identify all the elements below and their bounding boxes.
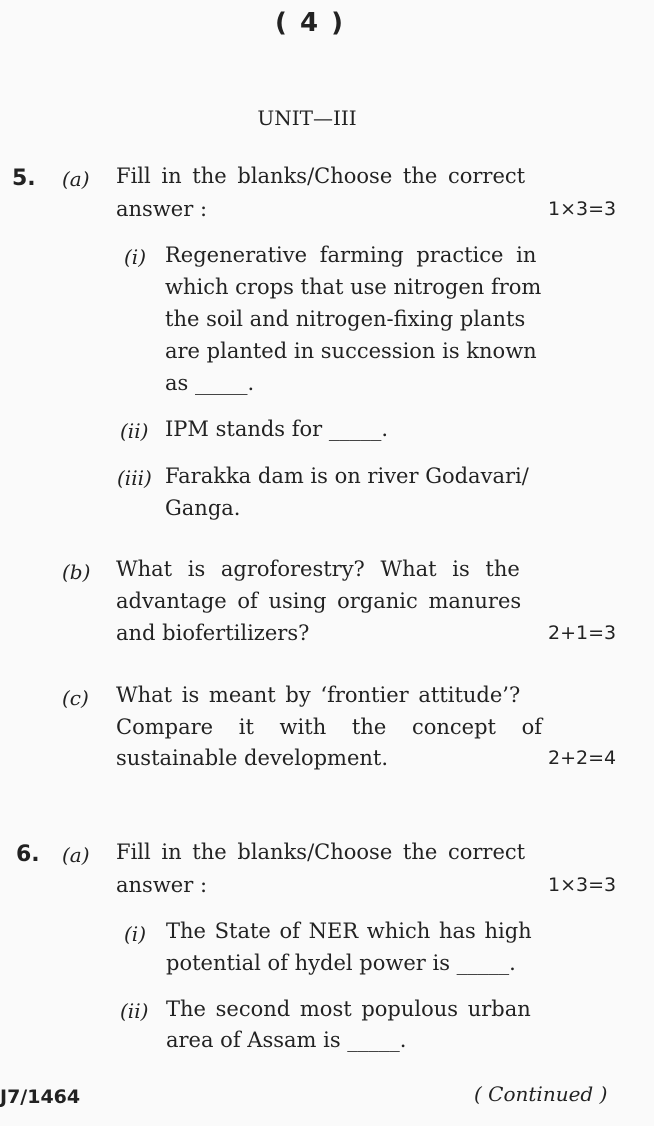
- q5b-line3: and biofertilizers?: [116, 621, 310, 645]
- q6a-text-line2: answer :: [116, 873, 208, 897]
- q5a-i-line3: the soil and nitrogen-fixing plants: [165, 307, 526, 331]
- q6a-label: (a): [62, 843, 90, 867]
- q5c-label: (c): [62, 686, 89, 710]
- page-number: ( 4 ): [275, 8, 345, 38]
- unit-title: UNIT—III: [257, 106, 357, 130]
- q5a-text-line1: Fill in the blanks/Choose the correct: [116, 164, 526, 188]
- q6a-ii-line2: area of Assam is _____.: [166, 1028, 407, 1052]
- paper-code: J7/1464: [0, 1086, 81, 1108]
- q5a-i-line1: Regenerative farming practice in: [165, 243, 537, 267]
- q6a-i-line2: potential of hydel power is _____.: [166, 951, 516, 975]
- q5a-text-line2: answer :: [116, 197, 208, 221]
- q5a-i-line2: which crops that use nitrogen from: [165, 275, 542, 299]
- q5a-i-line4: are planted in succession is known: [165, 339, 537, 363]
- q6a-ii-label: (ii): [120, 999, 149, 1023]
- q5a-iii-line1: Farakka dam is on river Godavari/: [165, 464, 529, 488]
- question-6-number: 6.: [16, 842, 40, 867]
- q5a-iii-line2: Ganga.: [165, 496, 241, 520]
- q5a-label: (a): [62, 167, 90, 191]
- q5c-line3: sustainable development.: [116, 746, 389, 770]
- q5a-iii-label: (iii): [117, 466, 152, 490]
- q5b-line1: What is agroforestry? What is the: [116, 557, 520, 581]
- question-5-number: 5.: [12, 166, 36, 191]
- q5c-line1: What is meant by ‘frontier attitude’?: [116, 683, 521, 707]
- q6a-text-line1: Fill in the blanks/Choose the correct: [116, 840, 526, 864]
- q5a-i-line5: as _____.: [165, 371, 255, 395]
- q5a-ii-line1: IPM stands for _____.: [165, 417, 389, 441]
- q6a-marks: 1×3=3: [548, 874, 617, 896]
- q5c-line2: Compare it with the concept of: [116, 715, 543, 739]
- q6a-i-label: (i): [124, 922, 147, 946]
- q5b-label: (b): [62, 560, 91, 584]
- q5b-line2: advantage of using organic manures: [116, 589, 522, 613]
- q6a-ii-line1: The second most populous urban: [166, 997, 531, 1021]
- continued-note: ( Continued ): [474, 1082, 608, 1106]
- q5a-ii-label: (ii): [120, 419, 149, 443]
- q5a-marks: 1×3=3: [548, 198, 617, 220]
- q5c-marks: 2+2=4: [548, 747, 617, 769]
- q5b-marks: 2+1=3: [548, 622, 617, 644]
- q6a-i-line1: The State of NER which has high: [166, 919, 532, 943]
- q5a-i-label: (i): [124, 245, 147, 269]
